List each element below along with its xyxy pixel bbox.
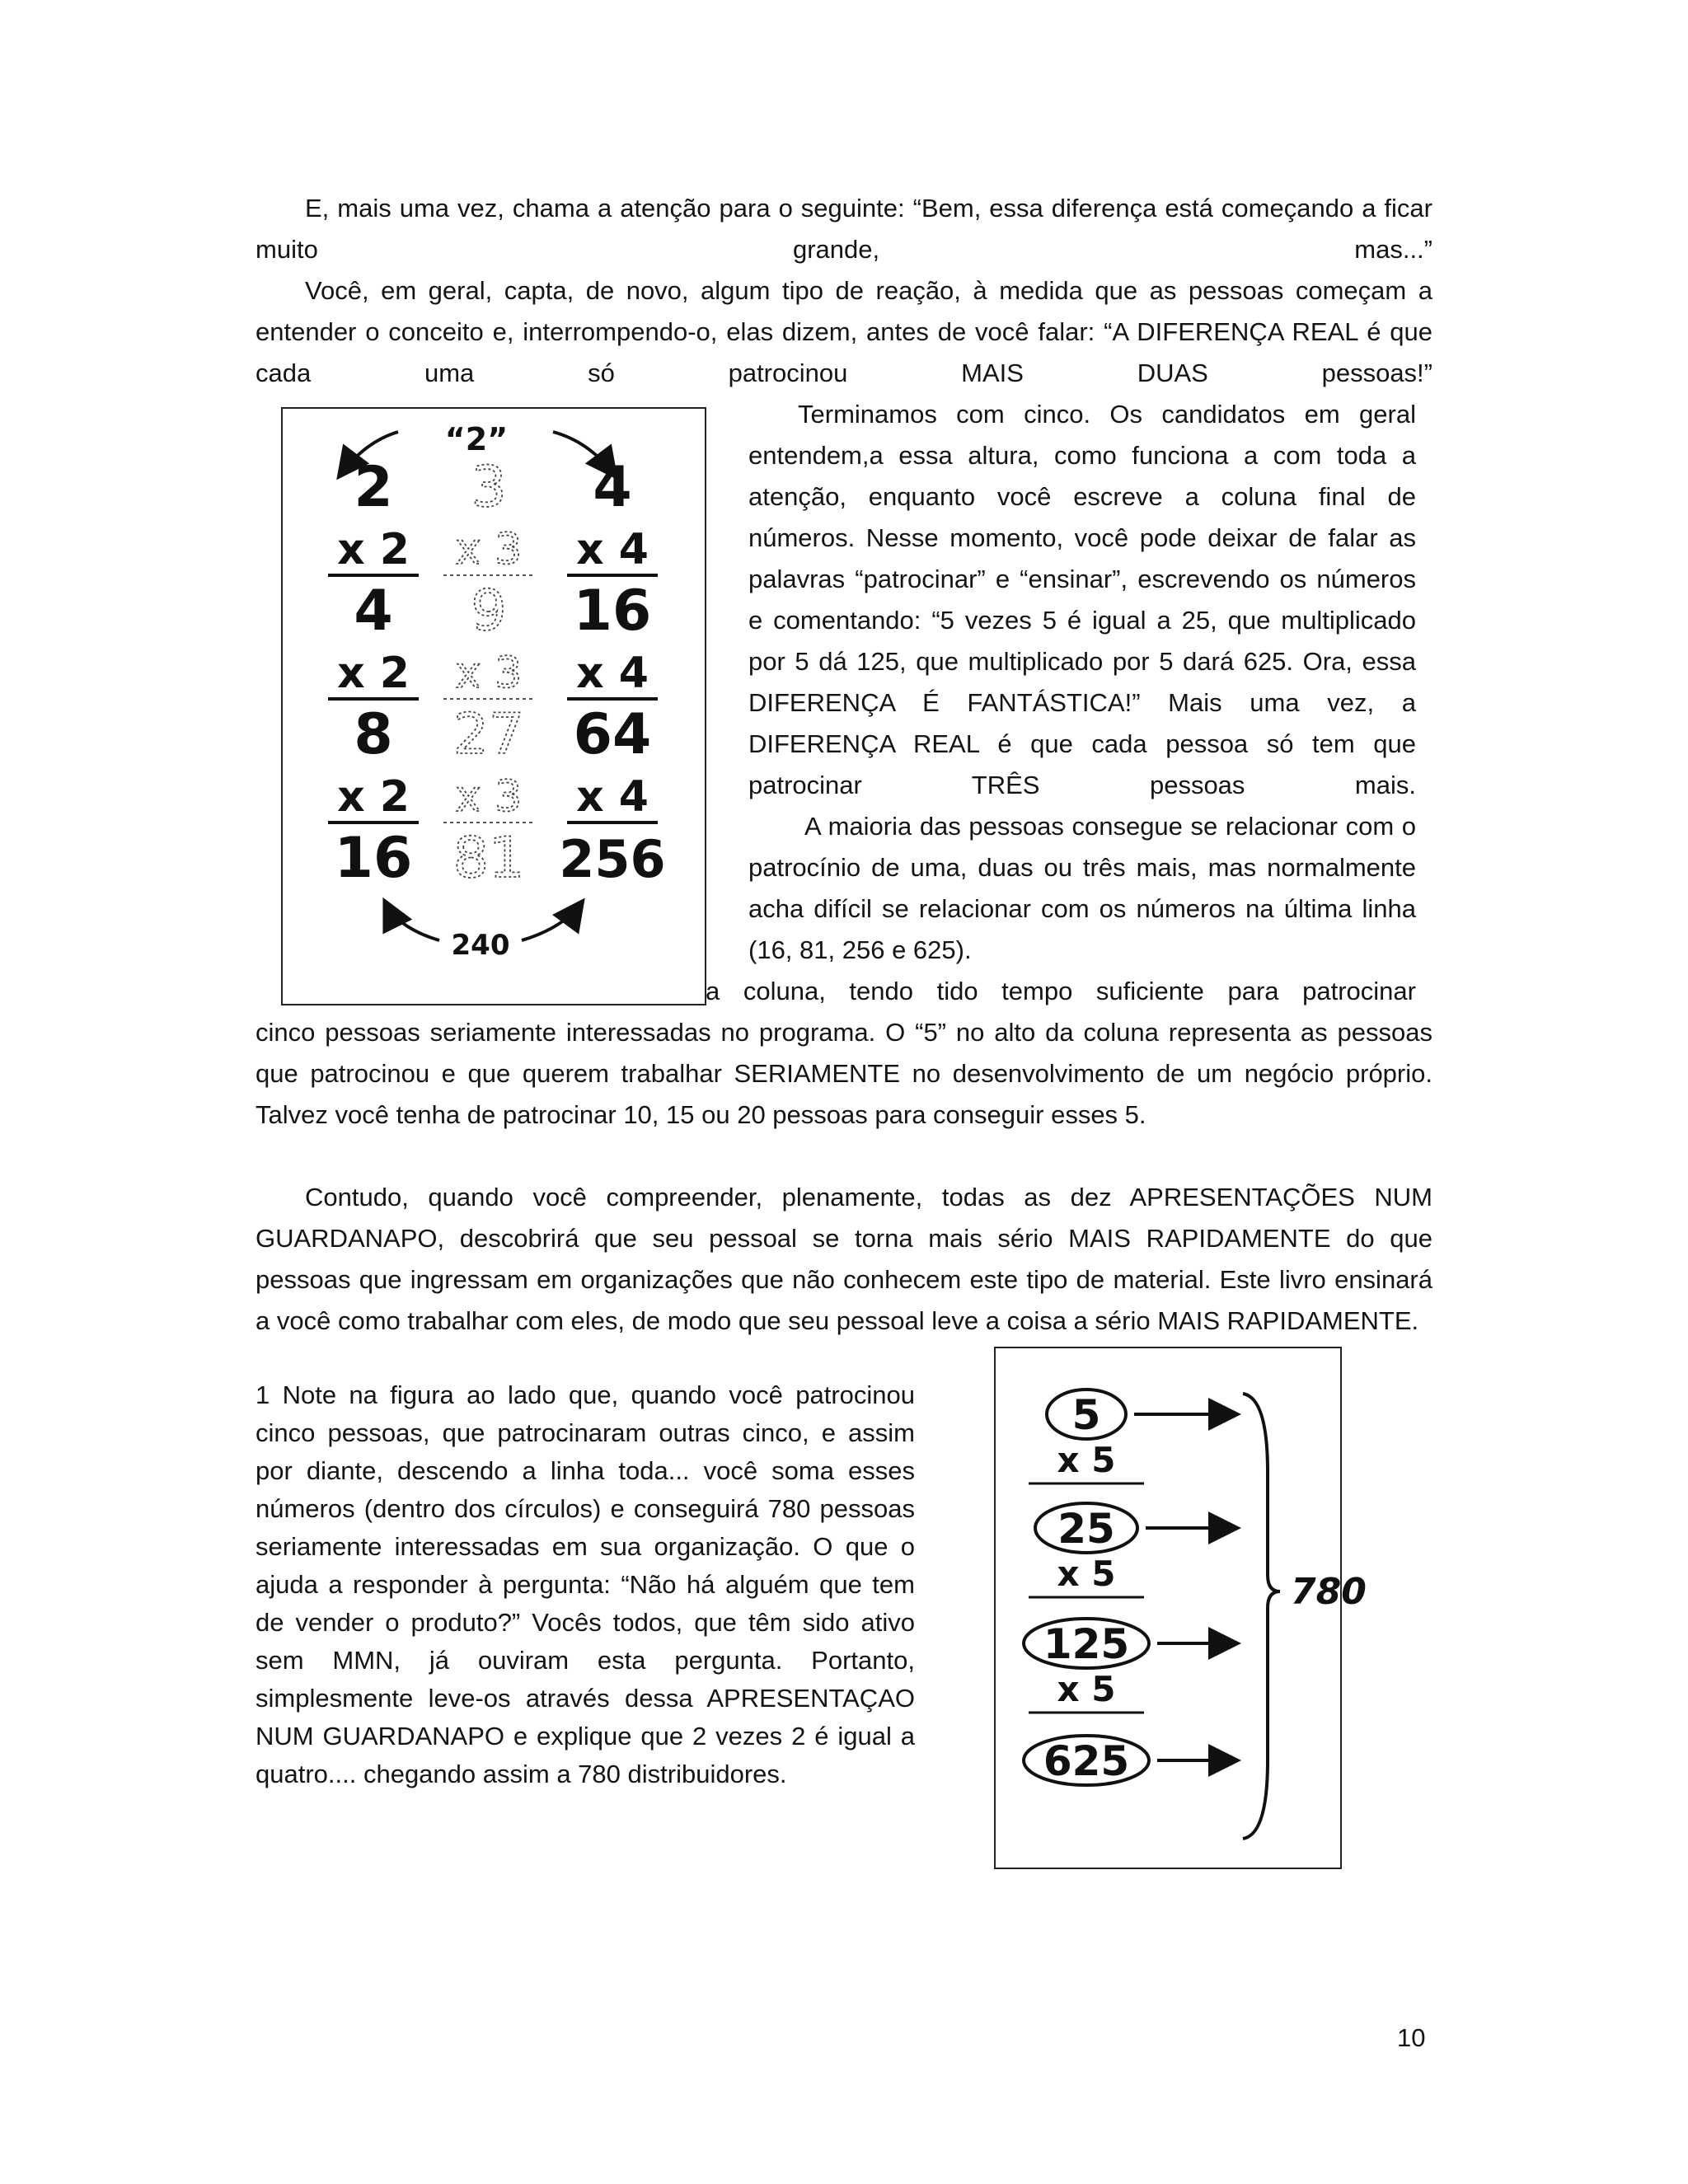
figure-1-value: 81: [452, 826, 525, 891]
figure-1-multiplier: x 3: [455, 525, 523, 574]
paragraph-5: cinco pessoas seriamente interessadas no programa. O “5” no alto da coluna representa as pessoas que patrocinou e que querem trabalhar SERIAMENTE no desenvolvimento de um negócio próprio. Talvez você tenha de patrocinar 10, 15 ou 20 pessoas para conseguir esses 5.: [256, 1018, 1432, 1129]
figure-2-multiplier: x 5: [1057, 1669, 1116, 1709]
figure-1-multiplier: x 4: [576, 772, 649, 822]
paragraph-3: Terminamos com cinco. Os candidatos em geral entendem,a essa altura, como funciona a com toda a atenção, enquanto você escreve a coluna final de números. Nesse momento, você pode deixar de falar as palavras “patrocinar” e “ensinar”, escrevendo os números e comentando: “5 vezes 5 é igual a 25, que multiplicado por 5 dá 125, que multiplicado por 5 dará 625. Ora, essa DIFERENÇA É FANTÁSTICA!” Mais uma vez, a DIFERENÇA REAL é que cada pessoa só tem que patrocinar TRÊS pessoas mais.: [748, 400, 1416, 799]
figure-1-multiplier: x 3: [455, 649, 523, 698]
figure-1-multiplier: x 2: [337, 525, 410, 574]
figure-1-value: 27: [452, 702, 525, 767]
figure-2-value: 625: [1043, 1737, 1130, 1785]
figure-powers-of-five: [994, 1347, 1367, 1869]
figure-1-multiplier: x 3: [455, 772, 523, 822]
paragraph-1: E, mais uma vez, chama a atenção para o seguinte: “Bem, essa diferença está começando a ficar muito grande, mas...”: [256, 194, 1432, 264]
paragraph-2: Você, em geral, capta, de novo, algum tipo de reação, à medida que as pessoas começam a entender o conceito e, interrompendo-o, elas dizem, antes de você falar: “A DIFERENÇA REAL é que cada uma só patrocinou MAIS DUAS pessoas!”: [256, 276, 1432, 387]
figure-1-multiplier: x 2: [337, 772, 410, 822]
figure-1-value: 4: [354, 579, 393, 644]
paragraph-4: A maioria das pessoas consegue se relacionar com o patrocínio de uma, duas ou três mais, mas normalmente acha difícil se relacionar com os números na última linha (16, 81, 256 e 625).: [748, 812, 1416, 964]
figure-1-value: 8: [354, 702, 393, 767]
paragraph-5-first-line: a coluna, tendo tido tempo suficiente para patrocinar: [706, 977, 1416, 1005]
arrow-bottom-right: [522, 903, 581, 940]
figure-1-value: 2: [354, 455, 393, 520]
figure-1-multiplier: x 2: [337, 649, 410, 698]
arrow-bottom-left: [386, 903, 439, 940]
figure-1-multiplier: x 4: [576, 649, 649, 698]
figure-1-multiplier: x 4: [576, 525, 649, 574]
figure-1-value: 9: [471, 579, 507, 644]
figure-1-value: 4: [593, 455, 632, 520]
figure-2-multiplier: x 5: [1057, 1554, 1116, 1594]
figure-1-value: 16: [334, 826, 413, 891]
figure-1-value: 64: [573, 702, 652, 767]
figure-2-brace: [1243, 1394, 1280, 1839]
figure-1-svg: [283, 409, 705, 1004]
figure-2-value: 25: [1057, 1505, 1115, 1553]
figure-1-value: 3: [471, 455, 507, 520]
figure-1-bottom-label: 240: [451, 929, 510, 962]
page-number: 10: [1397, 2023, 1426, 2052]
figure-multiplication-columns: [281, 407, 706, 1005]
figure-2-total: 780: [1291, 1571, 1367, 1613]
figure-2-multiplier: x 5: [1057, 1440, 1116, 1480]
paragraph-7: 1 Note na figura ao lado que, quando você patrocinou cinco pessoas, que patrocinaram outras cinco, e assim por diante, descendo a linha toda... você soma esses números (dentro dos círculos) e conseguirá 780 pessoas seriamente interessadas em sua organização. O que o ajuda a responder à pergunta: “Não há alguém que tem de vender o produto?” Vocês todos, que têm sido ativo sem MMN, já ouviram esta pergunta. Portanto, simplesmente leve-os através dessa APRESENTAÇAO NUM GUARDANAPO e explique que 2 vezes 2 é igual a quatro.... chegando assim a 780 distribuidores.: [256, 1380, 915, 1788]
figure-2-value: 125: [1043, 1620, 1130, 1668]
figure-1-value: 256: [559, 829, 666, 889]
figure-2-value: 5: [1071, 1391, 1101, 1439]
figure-2-rows: [1024, 1390, 1235, 1785]
paragraph-6: Contudo, quando você compreender, plenamente, todas as dez APRESENTAÇÕES NUM GUARDANAPO, descobrirá que seu pessoal se torna mais sério MAIS RAPIDAMENTE do que pessoas que ingressam em organizações que não conhecem este tipo de material. Este livro ensinará a você como trabalhar com eles, de modo que seu pessoal leve a coisa a sério MAIS RAPIDAMENTE.: [256, 1183, 1432, 1335]
figure-1-top-label: “2”: [444, 421, 509, 457]
figure-1-columns: [328, 455, 666, 891]
figure-2-svg: [996, 1348, 1367, 1868]
figure-1-value: 16: [573, 579, 652, 644]
